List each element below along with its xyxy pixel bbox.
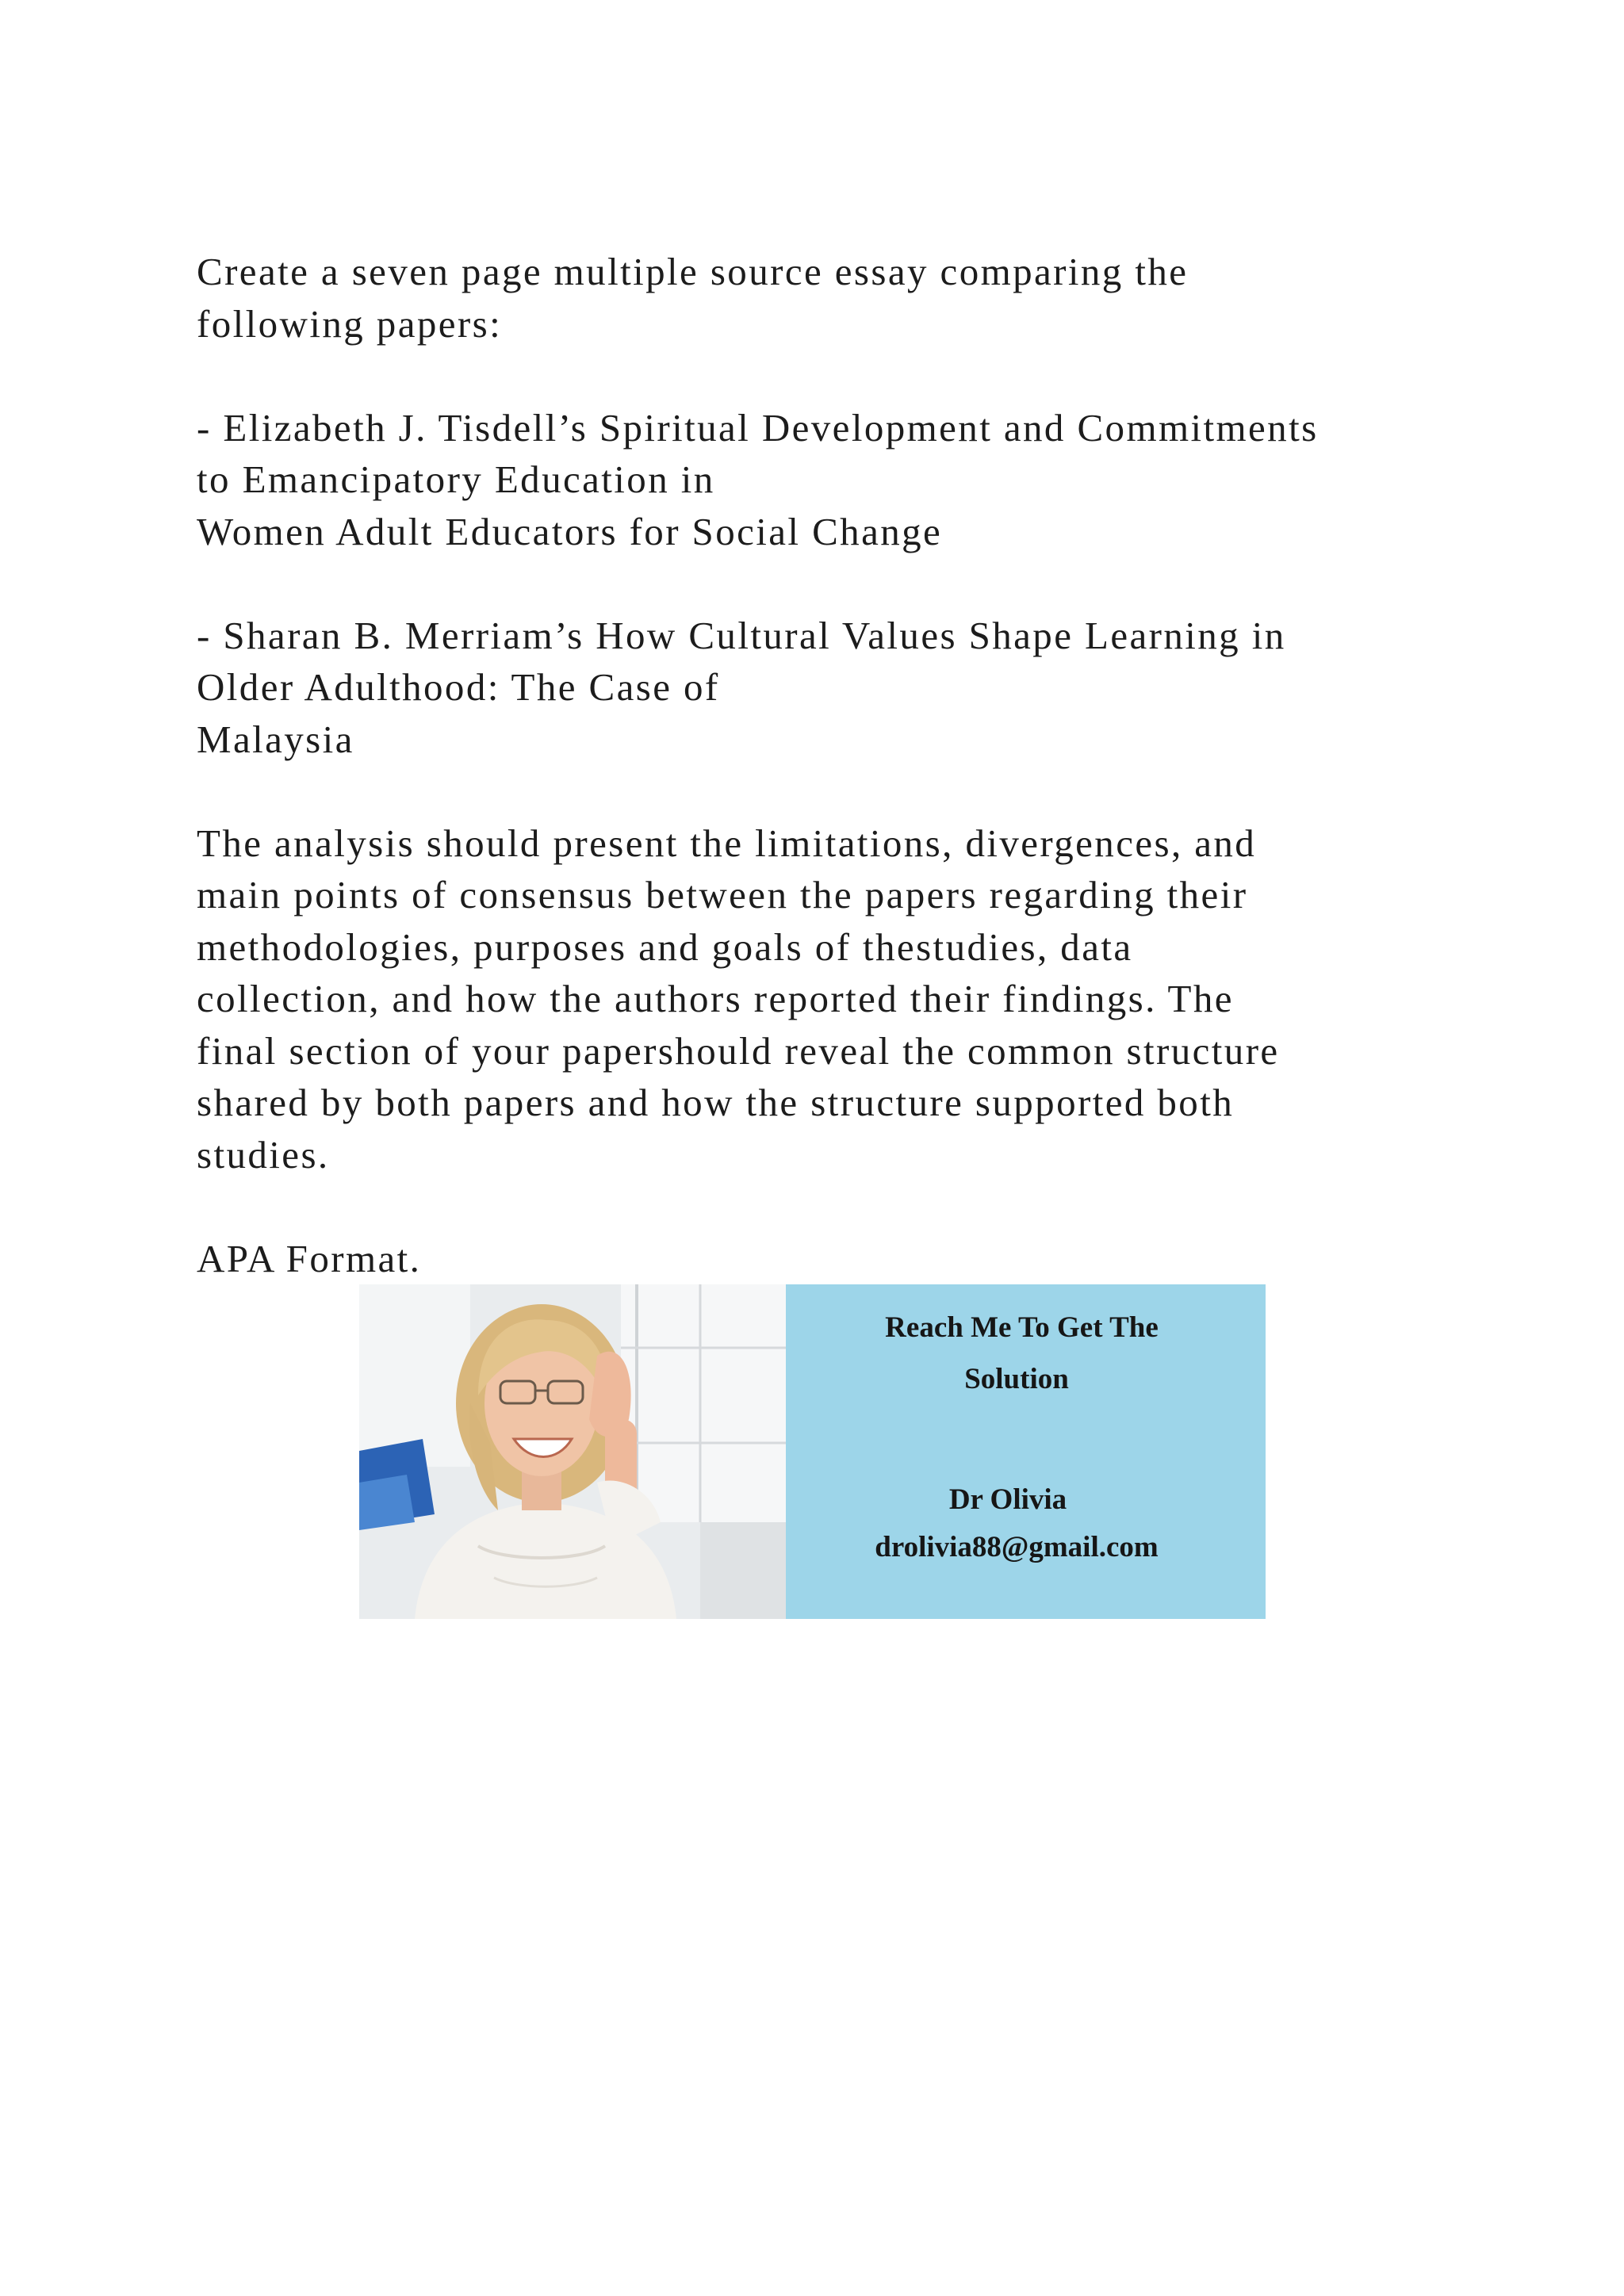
contact-banner-image (359, 1284, 1266, 1619)
text-line: Create a seven page multiple source essay comparing the (197, 250, 1189, 293)
contact-card (786, 1284, 1266, 1619)
text-line: shared by both papers and how the structure supported both (197, 1081, 1235, 1124)
card-heading-line: Reach Me To Get The (885, 1311, 1159, 1344)
paragraph-paper-tisdell (197, 402, 1465, 558)
text-line: Women Adult Educators for Social Change (197, 509, 943, 553)
text-line: The analysis should present the limitations, divergences, and (197, 821, 1257, 865)
card-contact-email: drolivia88@gmail.com (875, 1531, 1159, 1563)
text-line: Malaysia (197, 717, 354, 761)
paragraph-instructions (197, 246, 1465, 350)
text-line: studies. (197, 1132, 330, 1177)
text-line: final section of your papershould reveal the common structure (197, 1028, 1280, 1073)
text-line: to Emancipatory Education in (197, 457, 715, 501)
card-heading-line: Solution (964, 1363, 1069, 1395)
text-line: - Elizabeth J. Tisdell’s Spiritual Development and Commitments (197, 405, 1319, 450)
text-line: methodologies, purposes and goals of thestudies, data (197, 924, 1133, 969)
text-line: collection, and how the authors reported their findings. The (197, 977, 1234, 1020)
woman-photo (359, 1284, 786, 1619)
paragraph-format (197, 1233, 1465, 1285)
text-line: APA Format. (197, 1236, 422, 1280)
card-contact-name: Dr Olivia (948, 1483, 1067, 1516)
woman-photo-illustration (359, 1284, 786, 1619)
paragraph-paper-merriam (197, 610, 1465, 766)
paragraph-analysis (197, 817, 1465, 1181)
text-line: - Sharan B. Merriam’s How Cultural Values Shape Learning in (197, 613, 1286, 657)
text-line: main points of consensus between the papers regarding their (197, 873, 1248, 916)
text-line: Older Adulthood: The Case of (197, 665, 720, 709)
text-line: following papers: (197, 301, 503, 346)
document-body (197, 246, 1465, 1284)
